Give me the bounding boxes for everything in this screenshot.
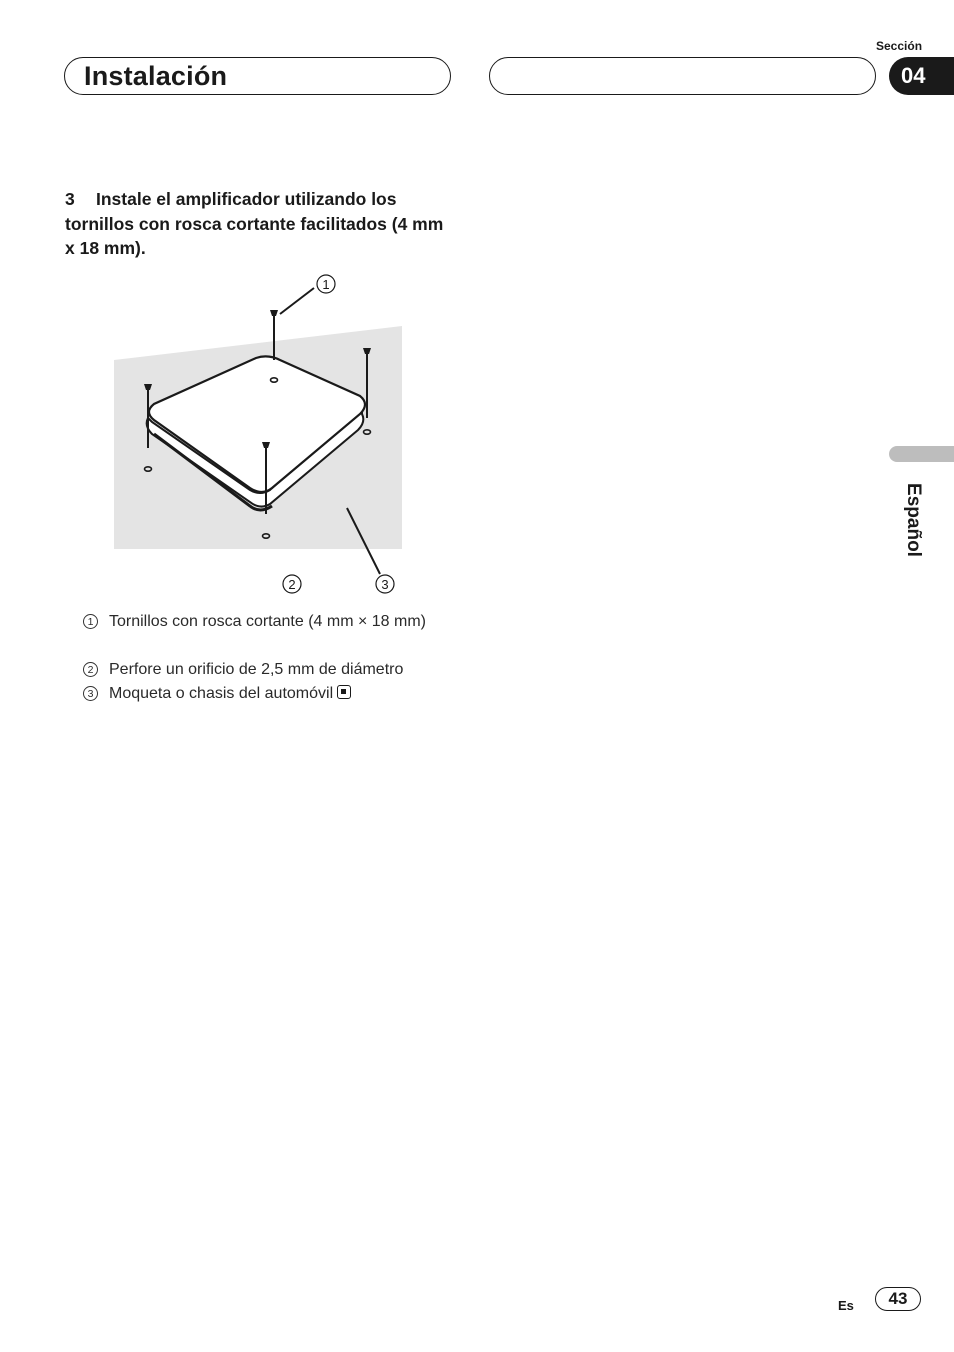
footer-language-code: Es bbox=[838, 1298, 854, 1313]
step-number: 3 bbox=[65, 189, 75, 209]
header-frame-right bbox=[489, 57, 876, 95]
legend-text: Moqueta o chasis del automóvil bbox=[109, 685, 334, 702]
end-of-section-icon bbox=[337, 685, 351, 699]
language-tab-marker bbox=[889, 446, 954, 462]
section-label: Sección bbox=[876, 39, 923, 53]
page-number: 43 bbox=[875, 1287, 921, 1311]
language-label: Español bbox=[903, 483, 924, 557]
callout-1 bbox=[317, 275, 335, 293]
section-number-tab: 04 bbox=[889, 57, 954, 95]
amplifier-installation-figure bbox=[100, 268, 420, 598]
legend-item-1 bbox=[83, 610, 443, 634]
step-text: Instale el amplificador utilizando los tornillos con rosca cortante facilitados (4 mm x 18 mm). bbox=[65, 189, 444, 258]
svg-text:3: 3 bbox=[381, 577, 389, 592]
legend-number: 2 bbox=[83, 662, 98, 677]
step-heading bbox=[65, 187, 445, 261]
legend-number: 1 bbox=[83, 614, 98, 629]
legend-item-3 bbox=[83, 682, 443, 706]
svg-text:1: 1 bbox=[322, 277, 330, 292]
legend-item-2 bbox=[83, 658, 443, 682]
legend-text: Tornillos con rosca cortante (4 mm × 18 mm) bbox=[109, 613, 426, 630]
page-title: Instalación bbox=[84, 61, 228, 91]
legend-text: Perfore un orificio de 2,5 mm de diámetro bbox=[109, 661, 404, 678]
callout-1-leader bbox=[280, 288, 314, 314]
callout-3 bbox=[376, 575, 394, 593]
callout-2 bbox=[283, 575, 301, 593]
svg-text:2: 2 bbox=[288, 577, 296, 592]
legend-number: 3 bbox=[83, 686, 98, 701]
